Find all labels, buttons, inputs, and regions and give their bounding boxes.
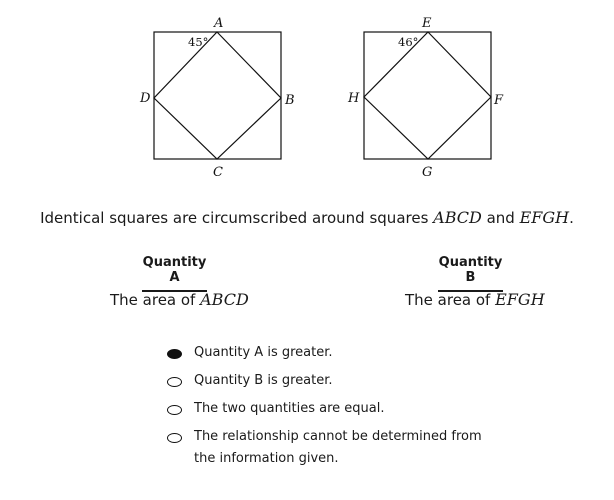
figure-right: [347, 16, 504, 180]
stem-text-suffix: .: [569, 209, 574, 227]
quantity-a-text: The area of: [110, 291, 201, 309]
inner-square-abcd: [154, 32, 281, 159]
answer-choice-b-label: Quantity B is greater.: [194, 373, 333, 388]
inner-square-efgh: [364, 32, 491, 159]
geometry-figure: [0, 0, 614, 200]
angle-label-right: 46°: [398, 35, 419, 49]
answer-choice-c[interactable]: [167, 402, 494, 420]
answer-choice-a-label: Quantity A is greater.: [194, 345, 333, 360]
quantity-a-heading: Quantity A: [142, 255, 207, 292]
stem-square-abcd: ABCD: [433, 208, 482, 227]
answer-choice-d[interactable]: [167, 430, 494, 470]
figure-left: [139, 16, 295, 180]
outer-square-left: [154, 32, 281, 159]
vertex-label-h: H: [348, 91, 360, 106]
quantity-b-value: [405, 290, 545, 309]
quantity-b-text: The area of: [405, 291, 496, 309]
radio-button-c[interactable]: [167, 405, 182, 415]
stem-text-mid: and: [481, 209, 520, 227]
stem-square-efgh: EFGH: [519, 208, 570, 227]
vertex-label-f: F: [494, 93, 504, 108]
quantity-b-math: EFGH: [495, 290, 545, 309]
radio-button-d[interactable]: [167, 433, 182, 443]
quantity-b-heading: Quantity B: [438, 255, 503, 292]
answer-choice-c-label: The two quantities are equal.: [194, 401, 385, 416]
vertex-label-g: G: [422, 165, 433, 180]
vertex-label-c: C: [213, 165, 223, 180]
radio-button-a[interactable]: [167, 349, 182, 359]
vertex-label-d: D: [140, 91, 151, 106]
question-stem: [0, 208, 614, 227]
quantity-a-value: [110, 290, 249, 309]
answer-choice-a[interactable]: [167, 346, 494, 364]
vertex-label-e: E: [422, 16, 432, 31]
angle-label-left: 45°: [188, 35, 209, 49]
vertex-label-a: A: [214, 16, 224, 31]
answer-choice-b[interactable]: [167, 374, 494, 392]
quantity-a-math: ABCD: [200, 290, 249, 309]
outer-square-right: [364, 32, 491, 159]
vertex-label-b: B: [285, 93, 295, 108]
radio-button-b[interactable]: [167, 377, 182, 387]
stem-text-prefix: Identical squares are circumscribed around squares: [40, 209, 434, 227]
answer-choice-d-label: The relationship cannot be determined from the information given.: [194, 429, 482, 466]
